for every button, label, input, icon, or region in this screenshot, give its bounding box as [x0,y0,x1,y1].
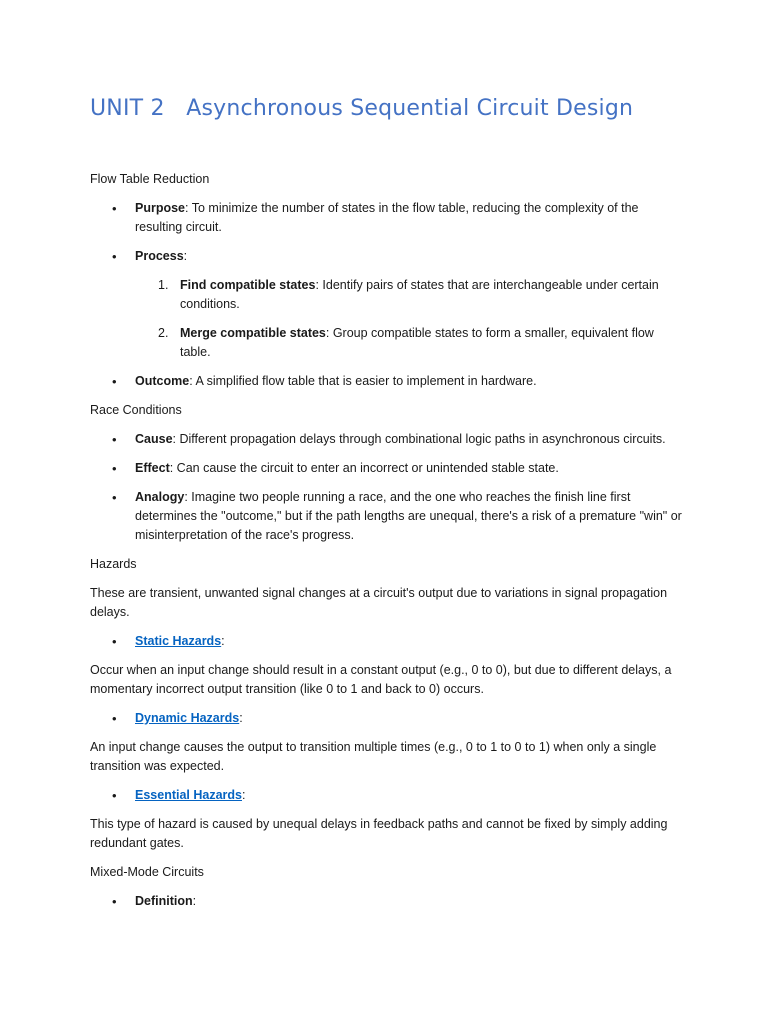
step-number: 1. [158,278,169,292]
definition-label: Definition [135,894,193,908]
race-conditions-list [90,430,682,545]
list-item-analogy [90,488,682,545]
list-item-definition [90,892,682,911]
static-hazards-link[interactable]: Static Hazards [135,634,222,648]
dynamic-hazards-bullet [90,709,682,728]
list-item-purpose [90,199,682,237]
dynamic-hazards-link[interactable]: Dynamic Hazards [135,711,240,725]
section-heading-flow-table: Flow Table Reduction [90,172,210,186]
effect-text: : Can cause the circuit to enter an incorrect or unintended stable state. [169,461,559,475]
flow-table-list [90,199,682,391]
essential-hazards-description: This type of hazard is caused by unequal delays in feedback paths and cannot be fixed by simply adding redundant gates. [90,817,668,850]
step-number: 2. [158,326,169,340]
document-body [90,92,682,921]
purpose-text: : To minimize the number of states in the flow table, reducing the complexity of the resulting circuit. [135,201,639,234]
step-label: Merge compatible states [180,326,326,340]
list-item-static-hazards [90,632,682,651]
list-item-dynamic-hazards [90,709,682,728]
essential-hazards-suffix: : [242,788,246,802]
analogy-label: Analogy [135,490,185,504]
list-item-cause [90,430,682,449]
list-item-effect [90,459,682,478]
hazards-intro: These are transient, unwanted signal changes at a circuit's output due to variations in signal propagation delays. [90,586,668,619]
essential-hazards-link[interactable]: Essential Hazards [135,788,242,802]
step-label: Find compatible states [180,278,316,292]
step-item [135,324,682,362]
static-hazards-bullet [90,632,682,651]
essential-hazards-bullet [90,786,682,805]
step-text: : Group compatible states to form a smaller, equivalent flow table. [180,326,654,359]
cause-label: Cause [135,432,173,446]
static-hazards-suffix: : [221,634,225,648]
dynamic-hazards-suffix: : [239,711,243,725]
step-item [135,276,682,314]
section-heading-race-conditions: Race Conditions [90,403,182,417]
list-item-process [90,247,682,362]
dynamic-hazards-description: An input change causes the output to transition multiple times (e.g., 0 to 1 to 0 to 1) when only a single transition was expected. [90,740,657,773]
step-text: : Identify pairs of states that are interchangeable under certain conditions. [180,278,659,311]
page-title: UNIT 2 Asynchronous Sequential Circuit Design [90,96,634,121]
analogy-text: : Imagine two people running a race, and the one who reaches the finish line first determines the "outcome," but if the path lengths are unequal, there's a risk of a premature "win" or misinterpretation of the race's progress. [135,490,682,542]
section-heading-hazards: Hazards [90,557,137,571]
outcome-label: Outcome [135,374,190,388]
purpose-label: Purpose [135,201,186,215]
list-item-outcome [90,372,682,391]
definition-suffix: : [192,894,197,908]
process-text: : [183,249,188,263]
mixed-mode-list [90,892,682,911]
static-hazards-description: Occur when an input change should result in a constant output (e.g., 0 to 0), but due to different delays, a momentary incorrect output transition (like 0 to 1 and back to 0) occurs. [90,663,672,696]
cause-text: : Different propagation delays through combinational logic paths in asynchronous circuits. [172,432,666,446]
process-label: Process [135,249,184,263]
list-item-essential-hazards [90,786,682,805]
process-steps [135,276,682,362]
outcome-text: : A simplified flow table that is easier to implement in hardware. [189,374,537,388]
effect-label: Effect [135,461,170,475]
section-heading-mixed-mode: Mixed-Mode Circuits [90,865,204,879]
